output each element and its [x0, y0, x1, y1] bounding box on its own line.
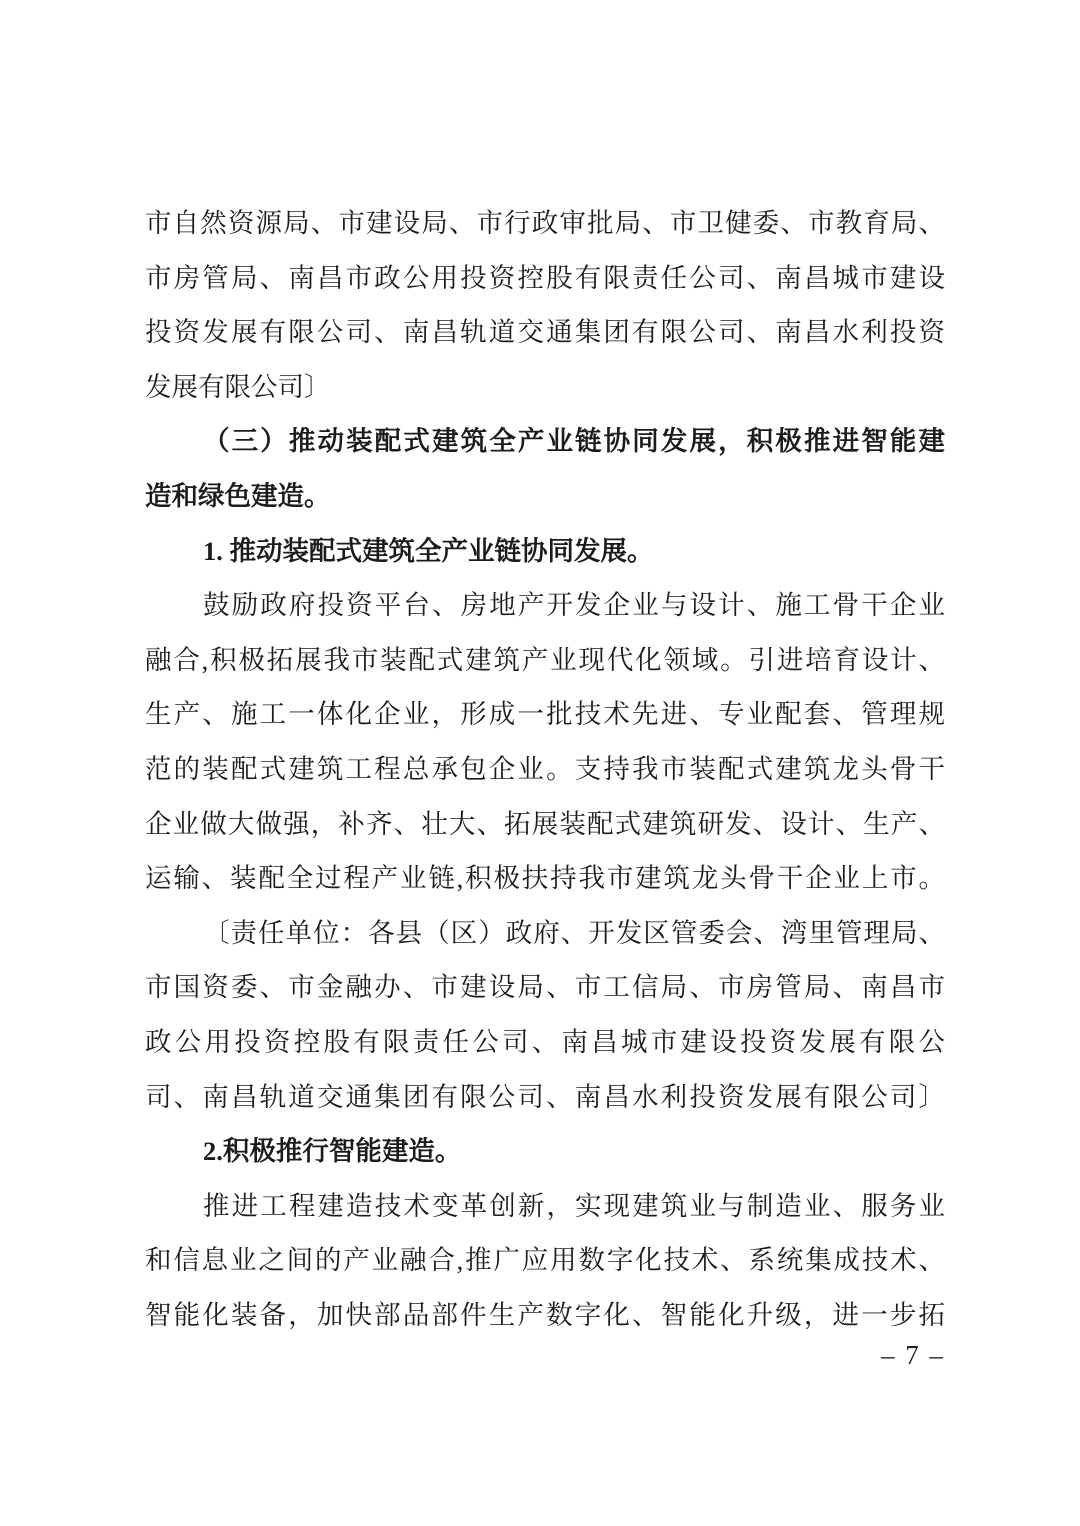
document-line: 1. 推动装配式建筑全产业链协同发展。	[203, 535, 654, 566]
document-line: 范的装配式建筑工程总承包企业。支持我市装配式建筑龙头骨干	[145, 753, 945, 784]
document-line: （三）推动装配式建筑全产业链协同发展，积极推进智能建	[203, 426, 945, 457]
document-line: 2.积极推行智能建造。	[203, 1136, 462, 1167]
document-line: 推进工程建造技术变革创新，实现建筑业与制造业、服务业	[203, 1190, 945, 1221]
document-line: 市国资委、市金融办、市建设局、市工信局、市房管局、南昌市	[145, 972, 945, 1003]
document-line: 造和绿色建造。	[145, 480, 331, 511]
page-number: – 7 –	[881, 1340, 945, 1370]
document-line: 鼓励政府投资平台、房地产开发企业与设计、施工骨干企业	[203, 590, 945, 621]
document-body	[145, 196, 945, 1342]
document-line: 政公用投资控股有限责任公司、南昌城市建设投资发展有限公	[145, 1026, 945, 1057]
document-line: 市自然资源局、市建设局、市行政审批局、市卫健委、市教育局、	[145, 208, 945, 238]
document-line: 智能化装备，加快部品部件生产数字化、智能化升级，进一步拓	[145, 1299, 945, 1330]
document-line: 运输、装配全过程产业链,积极扶持我市建筑龙头骨干企业上市。	[145, 863, 945, 894]
document-line: 司、南昌轨道交通集团有限公司、南昌水利投资发展有限公司〕	[145, 1081, 945, 1112]
document-line: 企业做大做强，补齐、壮大、拓展装配式建筑研发、设计、生产、	[145, 808, 945, 839]
document-line: 〔责任单位：各县（区）政府、开发区管委会、湾里管理局、	[203, 917, 945, 948]
document-line: 融合,积极拓展我市装配式建筑产业现代化领域。引进培育设计、	[145, 644, 945, 675]
document-line: 市房管局、南昌市政公用投资控股有限责任公司、南昌城市建设	[145, 262, 945, 293]
document-line: 生产、施工一体化企业，形成一批技术先进、专业配套、管理规	[145, 699, 945, 730]
document-line: 和信息业之间的产业融合,推广应用数字化技术、系统集成技术、	[145, 1245, 945, 1276]
document-line: 发展有限公司〕	[145, 371, 331, 402]
document-line: 投资发展有限公司、南昌轨道交通集团有限公司、南昌水利投资	[145, 317, 945, 348]
